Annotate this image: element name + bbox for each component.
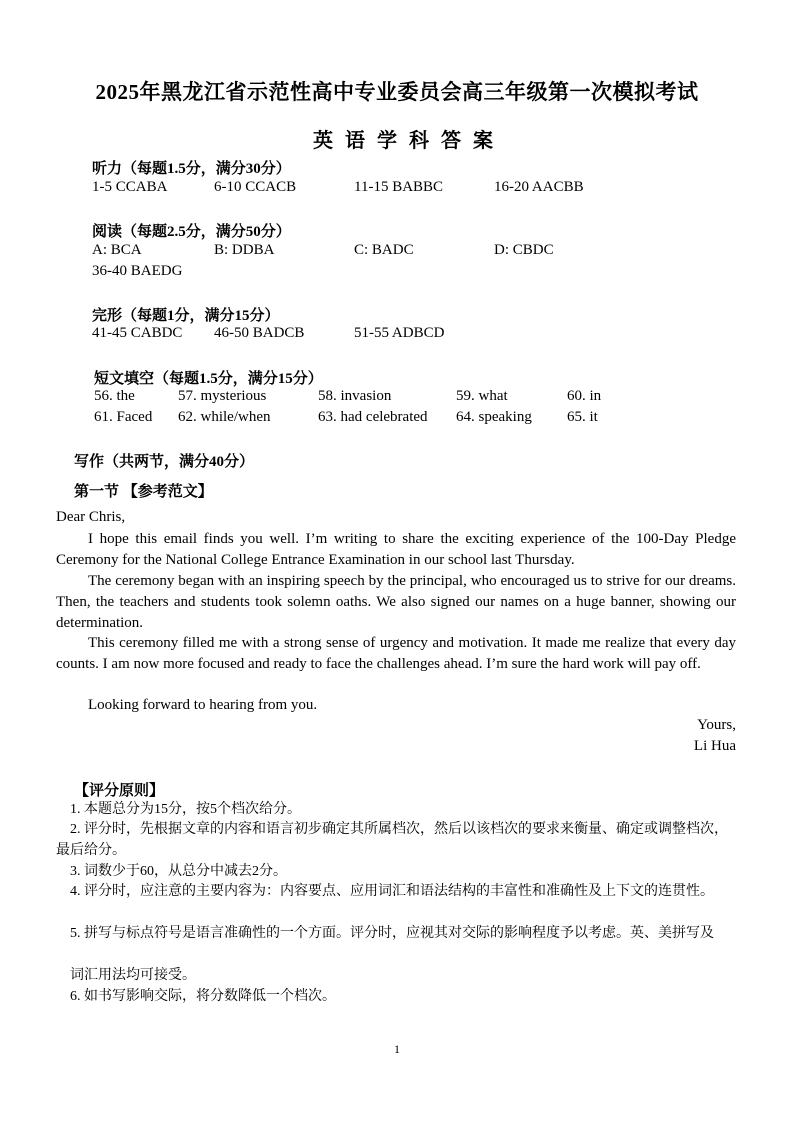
cloze-answers bbox=[0, 325, 794, 345]
answer-item: A: BCA bbox=[92, 242, 142, 258]
page-subtitle: 英语学科答案 bbox=[313, 130, 505, 152]
reading-answers bbox=[0, 242, 794, 262]
letter-paragraph: This ceremony filled me with a strong sense of urgency and motivation. It made me realize that every day counts. I am now more focused and ready to face the challenges ahead. I’m sure the hard work will pay off. bbox=[56, 635, 736, 672]
scoring-rule: 3. 词数少于60，从总分中减去2分。 bbox=[70, 864, 287, 879]
letter-closing: Yours, bbox=[697, 717, 736, 733]
answer-item: 64. speaking bbox=[456, 409, 532, 425]
answer-item: 58. invasion bbox=[318, 388, 392, 404]
answer-item: 6-10 CCACB bbox=[214, 179, 297, 195]
letter-paragraph: Looking forward to hearing from you. bbox=[88, 697, 318, 713]
letter-greeting: Dear Chris, bbox=[56, 509, 126, 525]
reading-heading: 阅读（每题2.5分，满分50分） bbox=[92, 224, 291, 240]
grammar-heading: 短文填空（每题1.5分，满分15分） bbox=[94, 371, 323, 387]
scoring-rule: 词汇用法均可接受。 bbox=[70, 968, 196, 983]
answer-item: 57. mysterious bbox=[178, 388, 267, 404]
answer-item: 61. Faced bbox=[94, 409, 153, 425]
answer-item: D: CBDC bbox=[494, 242, 554, 258]
letter-paragraph: The ceremony began with an inspiring speech by the principal, who encouraged us to strive for our dreams. Then, the teachers and students took solemn oaths. We also signed our names on a huge banner, showing our determination. bbox=[56, 573, 736, 631]
answer-item: 59. what bbox=[456, 388, 508, 404]
answer-item: 41-45 CABDC bbox=[92, 325, 183, 341]
answer-item: 65. it bbox=[567, 409, 598, 425]
answer-item: 51-55 ADBCD bbox=[354, 325, 445, 341]
letter-paragraph: I hope this email finds you well. I’m writing to share the exciting experience of the 100-Day Pledge Ceremony for the National College Entrance Examination in our school last Thursday. bbox=[56, 531, 736, 568]
reading-extra-answers: 36-40 BAEDG bbox=[92, 263, 183, 279]
writing-section-1-heading: 第一节 【参考范文】 bbox=[74, 484, 213, 500]
answer-item: C: BADC bbox=[354, 242, 414, 258]
answer-item: 46-50 BADCB bbox=[214, 325, 305, 341]
grammar-row-2 bbox=[0, 409, 794, 429]
answer-item: B: DDBA bbox=[214, 242, 275, 258]
listening-answers bbox=[0, 179, 794, 199]
letter-signature: Li Hua bbox=[693, 738, 736, 754]
scoring-rule: 4. 评分时，应注意的主要内容为：内容要点、应用词汇和语法结构的丰富性和准确性及上下文的连贯性。 bbox=[70, 884, 714, 899]
page-number: 1 bbox=[394, 1042, 400, 1056]
scoring-rule: 1. 本题总分为15分，按5个档次给分。 bbox=[70, 802, 301, 817]
scoring-rule: 5. 拼写与标点符号是语言准确性的一个方面。评分时，应视其对交际的影响程度予以考虑。英、美拼写及 bbox=[70, 926, 714, 941]
answer-item: 16-20 AACBB bbox=[494, 179, 584, 195]
page-title: 2025年黑龙江省示范性高中专业委员会高三年级第一次模拟考试 bbox=[95, 80, 699, 104]
answer-item: 62. while/when bbox=[178, 409, 271, 425]
answer-item: 11-15 BABBC bbox=[354, 179, 444, 195]
answer-item: 60. in bbox=[567, 388, 602, 404]
scoring-heading: 【评分原则】 bbox=[74, 783, 165, 799]
cloze-heading: 完形（每题1分，满分15分） bbox=[92, 308, 280, 324]
answer-item: 1-5 CCABA bbox=[92, 179, 168, 195]
grammar-row-1 bbox=[0, 388, 794, 408]
answer-item: 56. the bbox=[94, 388, 135, 404]
scoring-rule: 2. 评分时，先根据文章的内容和语言初步确定其所属档次，然后以该档次的要求来衡量、确定或调整档次，最后给分。 bbox=[56, 822, 728, 858]
answer-item: 63. had celebrated bbox=[318, 409, 428, 425]
scoring-rule: 6. 如书写影响交际，将分数降低一个档次。 bbox=[70, 989, 336, 1004]
writing-heading: 写作（共两节，满分40分） bbox=[74, 454, 255, 470]
listening-heading: 听力（每题1.5分，满分30分） bbox=[92, 161, 291, 177]
